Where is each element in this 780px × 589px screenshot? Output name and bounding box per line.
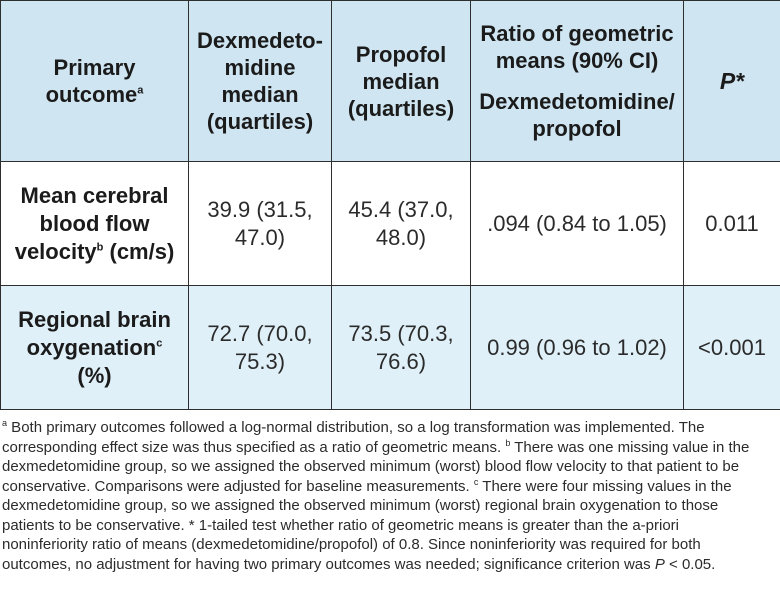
row-dex-value: 39.9 (31.5, 47.0): [189, 162, 332, 286]
footnote-mark-c: c: [473, 476, 479, 487]
row-propofol-value: 45.4 (37.0, 48.0): [332, 162, 471, 286]
table-row: [1, 162, 780, 286]
footnote-mark-b: b: [505, 437, 511, 448]
header-dex-median: Dexmedeto-midine median (quartiles): [189, 1, 332, 162]
header-ratio: [471, 1, 684, 162]
header-row: [1, 1, 780, 162]
row-dex-value: 72.7 (70.0, 75.3): [189, 286, 332, 410]
row-outcome-label: Regional brain oxygenation$^c$ (%): [1, 286, 189, 410]
row-outcome-label: Mean cerebral blood flow velocity$^b$ (cm/s): [1, 162, 189, 286]
header-p: P*: [684, 1, 780, 162]
row-p-value: <0.001: [684, 286, 780, 410]
header-ratio-subtitle: Dexmedetomidine/ propofol: [479, 89, 675, 141]
row-p-value: 0.011: [684, 162, 780, 286]
table-row: [1, 286, 780, 410]
header-primary-outcome: Primary outcome$^a$: [1, 1, 189, 162]
row-ratio-value: 0.99 (0.96 to 1.02): [471, 286, 684, 410]
footnote-mark-a: a: [2, 418, 8, 428]
table-footnote: $^a$ Both primary outcomes followed a log-normal distribution, so a log transformation was implemented. The corresponding effect size was thus specified as a ratio of geometric means. $^b$ There was one missing value in the dexmedetomidine group, so we assigned the observed minimum (worst) blood flow velocity to that patient to be conservative. Comparisons were adjusted for baseline measurements. $^c$ There were four missing values in the dexmedetomidine group, so we assigned the observed minimum (worst) regional brain oxygenation to those patients to be conservative. * 1-tailed test whether ratio of geometric means is greater than the a-priori noninferiority ratio of means (dexmedetomidine/propofol) of 0.8. Since noninferiority was required for both outcomes, no adjustment for having two primary outcomes was needed; significance criterion was P < 0.05.: [2, 418, 750, 573]
header-ratio-title: Ratio of geometric means (90% CI): [480, 21, 674, 73]
row-propofol-value: 73.5 (70.3, 76.6): [332, 286, 471, 410]
row-ratio-value: .094 (0.84 to 1.05): [471, 162, 684, 286]
header-propofol-median: Propofol median (quartiles): [332, 1, 471, 162]
